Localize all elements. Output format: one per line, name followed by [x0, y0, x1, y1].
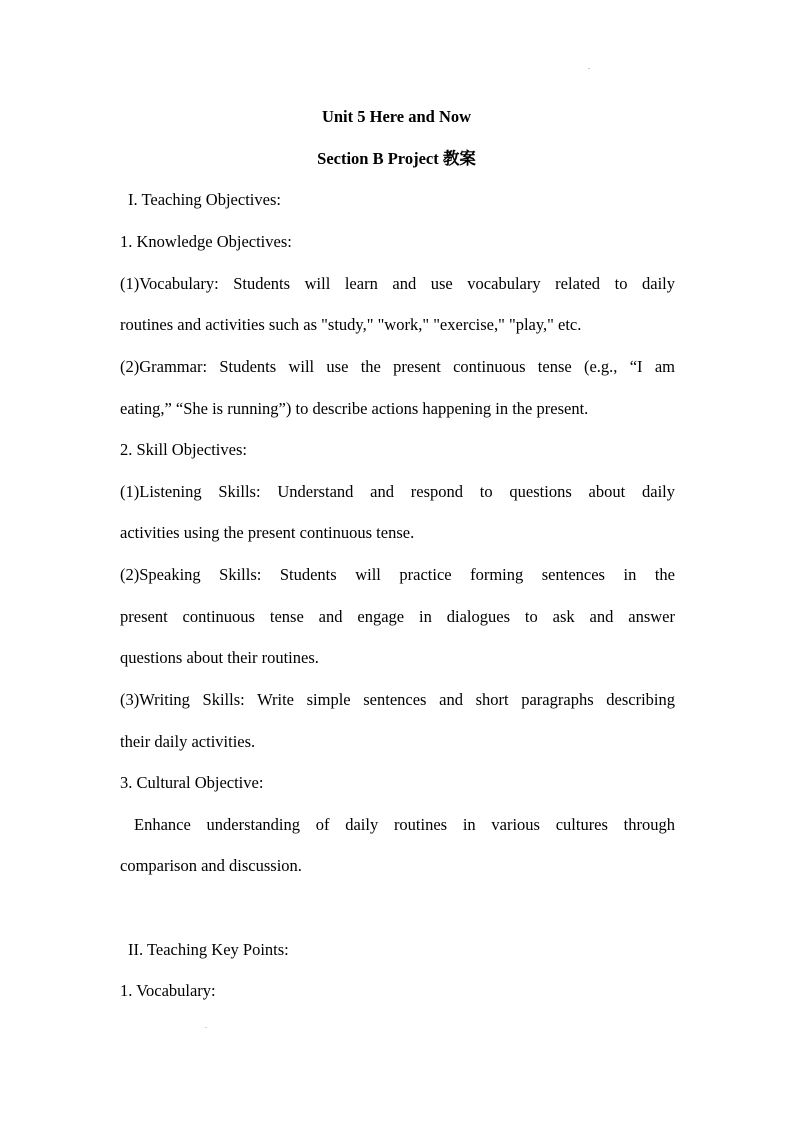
scan-speck [588, 68, 590, 69]
key-point-vocabulary: 1. Vocabulary: [120, 981, 216, 1000]
cultural-objective-heading: 3. Cultural Objective: [120, 773, 264, 792]
grammar-objective-line-1: (2)Grammar: Students will use the present continuous tense (e.g., “I am [120, 357, 675, 376]
listening-skill-line-2: activities using the present continuous tense. [120, 523, 415, 542]
section-1-heading: I. Teaching Objectives: [128, 190, 281, 209]
writing-skill-line-1: (3)Writing Skills: Write simple sentences and short paragraphs describing [120, 690, 675, 709]
writing-skill-line-2: their daily activities. [120, 732, 256, 751]
grammar-objective-line-2: eating,” “She is running”) to describe actions happening in the present. [120, 399, 589, 418]
speaking-skill-line-2: present continuous tense and engage in dialogues to ask and answer [120, 607, 675, 626]
speaking-skill-line-3: questions about their routines. [120, 648, 319, 667]
document-subtitle: Section B Project 教案 [317, 149, 476, 168]
listening-skill-line-1: (1)Listening Skills: Understand and respond to questions about daily [120, 482, 675, 501]
vocabulary-objective-line-2: routines and activities such as "study," "work," "exercise," "play," etc. [120, 315, 582, 334]
cultural-objective-line-1: Enhance understanding of daily routines in various cultures through [134, 815, 675, 834]
vocabulary-objective-line-1: (1)Vocabulary: Students will learn and use vocabulary related to daily [120, 274, 675, 293]
knowledge-objectives-heading: 1. Knowledge Objectives: [120, 232, 292, 251]
scan-speck [205, 1027, 207, 1028]
cultural-objective-line-2: comparison and discussion. [120, 856, 302, 875]
section-2-heading: II. Teaching Key Points: [128, 940, 289, 959]
skill-objectives-heading: 2. Skill Objectives: [120, 440, 247, 459]
speaking-skill-line-1: (2)Speaking Skills: Students will practice forming sentences in the [120, 565, 675, 584]
document-title: Unit 5 Here and Now [321, 107, 472, 126]
